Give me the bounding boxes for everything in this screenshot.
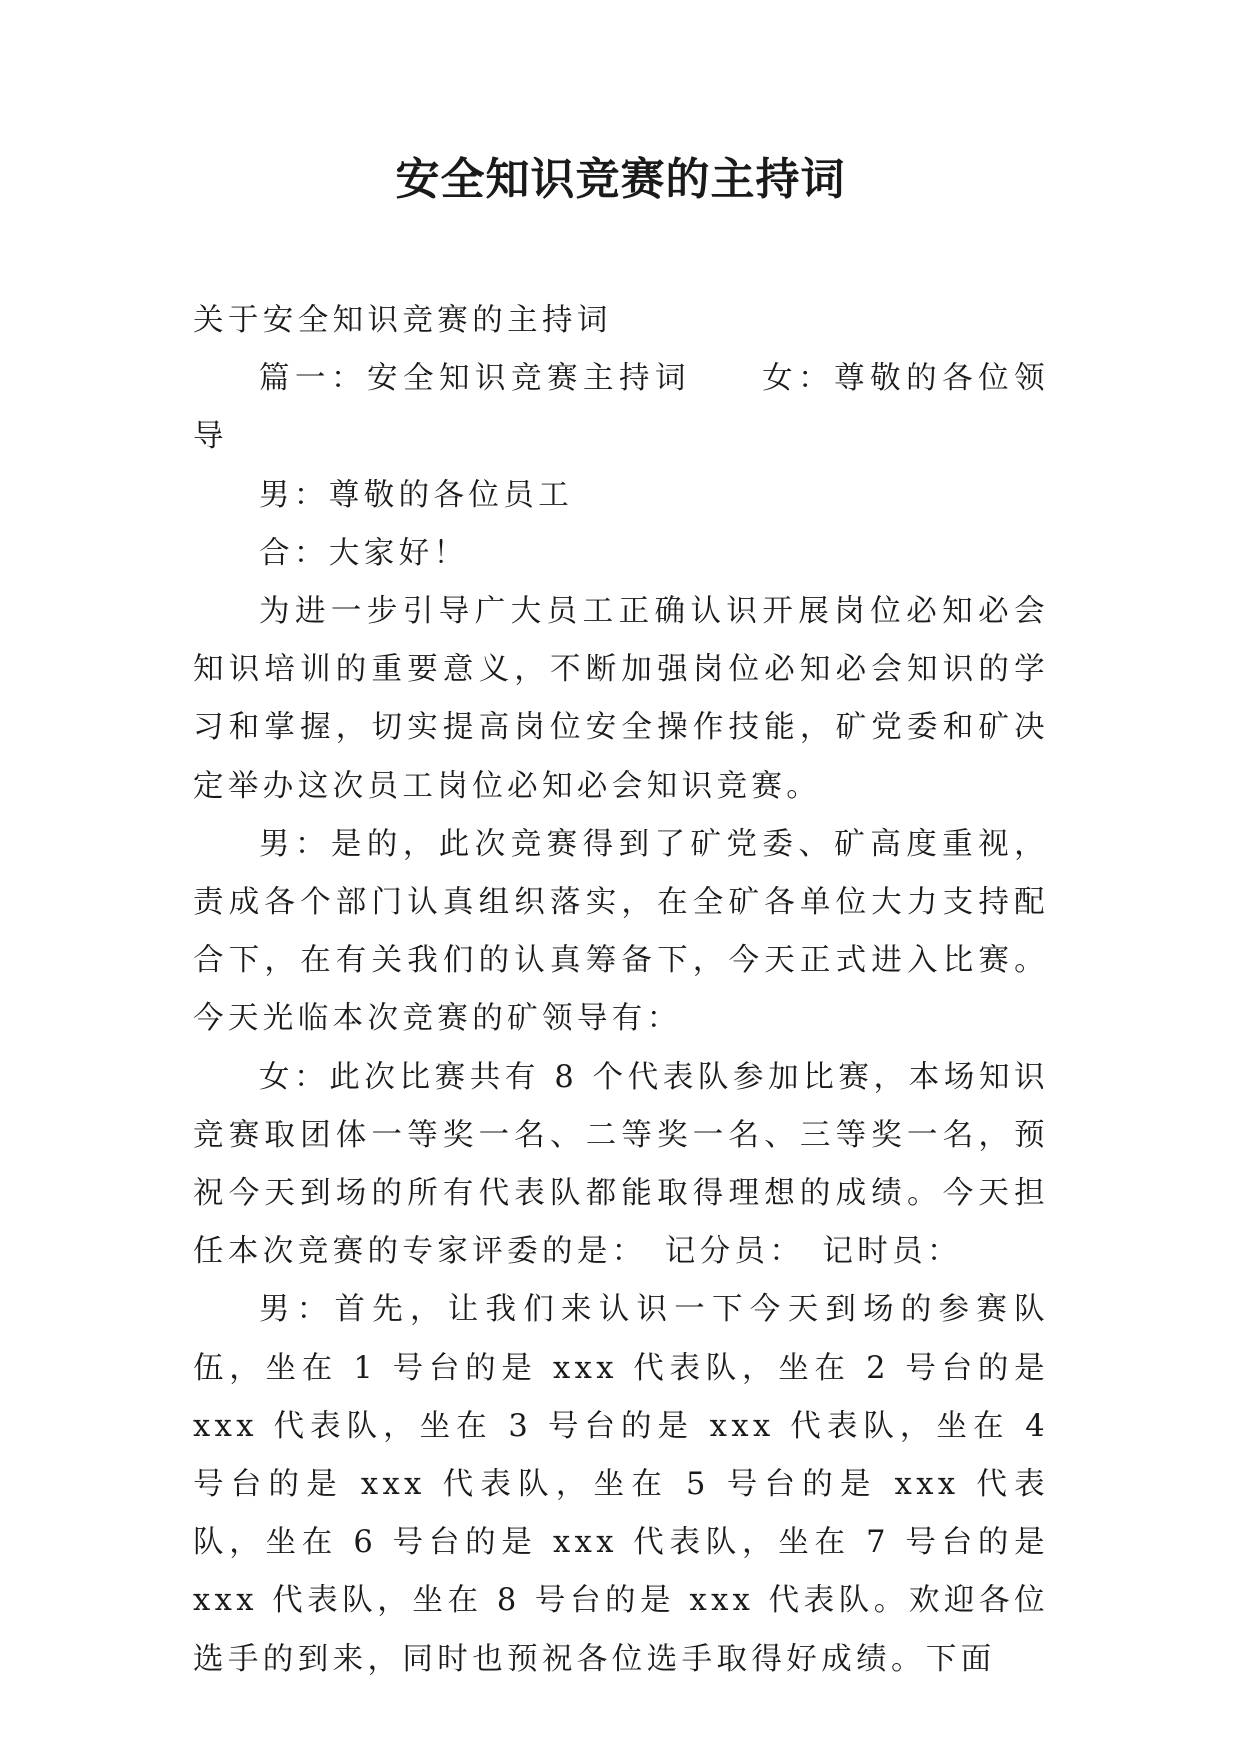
section-heading: 篇一：安全知识竞赛主持词 — [259, 361, 691, 397]
paragraph-male-2: 男：首先，让我们来认识一下今天到场的参赛队伍，坐在 1 号台的是 xxx 代表队，坐在 2 号台的是 xxx 代表队，坐在 3 号台的是 xxx 代表队，坐在 4 号台的是 xxx 代表队，坐在 5 号台的是 xxx 代表队，坐在 6 号台的是 xxx 代表队，坐在 7 号台的是 xxx 代表队，坐在 8 号台的是 xxx 代表队。欢迎各位选手的到来，同时也预祝各位选手取得好成绩。下面 — [193, 1292, 1049, 1677]
paragraph-female-1 — [193, 1049, 1049, 1282]
hosts-together-greeting: 合：大家好！ — [259, 535, 469, 571]
paragraph-female-1-text: 女：此次比赛共有 8 个代表队参加比赛，本场知识竞赛取团体一等奖一名、二等奖一名、三等奖一名，预祝今天到场的所有代表队都能取得理想的成绩。今天担任本次竞赛的专家评委的是： — [193, 1059, 1049, 1270]
section-heading-line — [193, 350, 1049, 466]
document-body — [193, 292, 1049, 1689]
host-female-greeting: 女：尊敬的各位领导 — [193, 361, 1049, 455]
document-title: 安全知识竞赛的主持词 — [395, 154, 846, 205]
paragraph-male-1: 男：是的，此次竞赛得到了矿党委、矿高度重视，责成各个部门认真组织落实，在全矿各单位大力支持配合下，在有关我们的认真筹备下，今天正式进入比赛。今天光临本次竞赛的矿领导有： — [193, 826, 1049, 1037]
host-male-greeting: 男：尊敬的各位员工 — [259, 477, 574, 513]
scorer-label: 记分员： — [664, 1234, 805, 1270]
paragraph-intro: 为进一步引导广大员工正确认识开展岗位必知必会知识培训的重要意义，不断加强岗位必知必会知识的学习和掌握，切实提高岗位安全操作技能，矿党委和矿决定举办这次员工岗位必知必会知识竞赛。 — [193, 594, 1049, 804]
document-subtitle: 关于安全知识竞赛的主持词 — [193, 303, 612, 338]
timer-label: 记时员： — [822, 1234, 962, 1270]
